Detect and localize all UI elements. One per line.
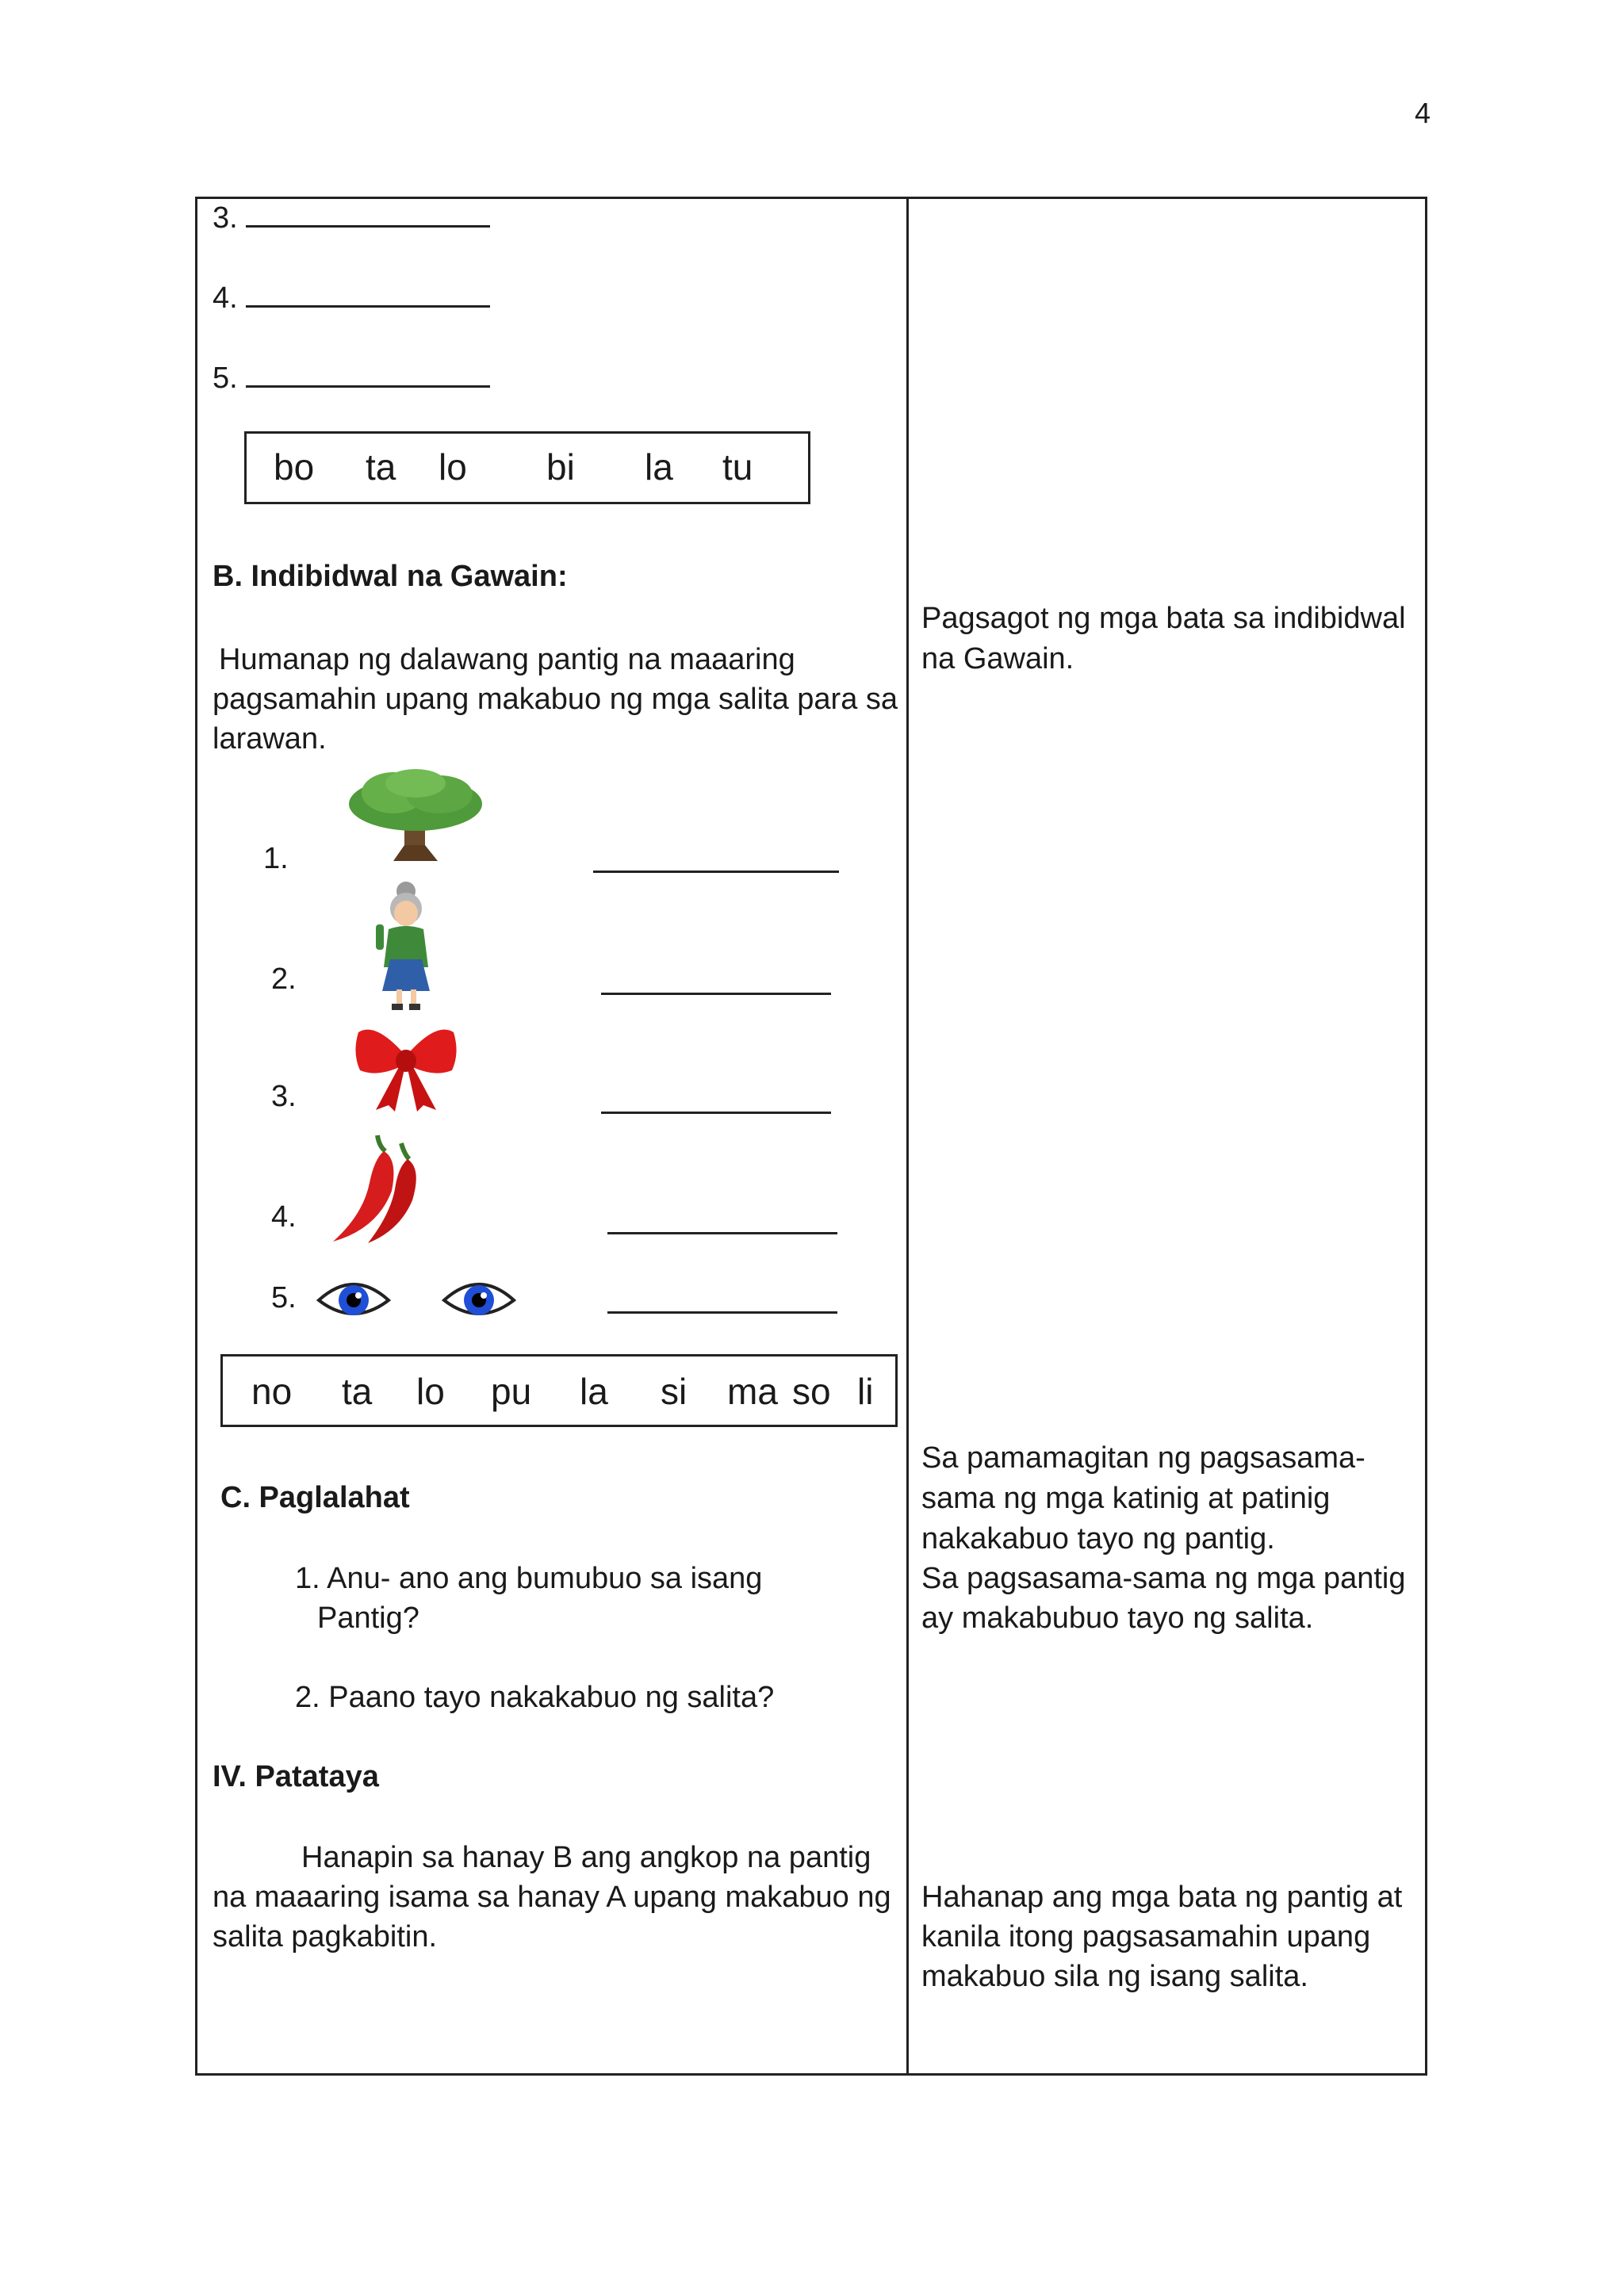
list-item: 4. xyxy=(213,278,490,319)
answer-blank xyxy=(601,1112,831,1114)
section-c-question: 2. Paano tayo nakakabuo ng salita? xyxy=(295,1681,775,1714)
page-number: 4 xyxy=(1415,97,1431,129)
list-item: 5. xyxy=(213,358,490,399)
answer-blank xyxy=(601,993,831,995)
column-divider xyxy=(906,197,909,2076)
syllable: li xyxy=(857,1371,874,1412)
section-iv-note: Hahanap ang mga bata ng pantig at xyxy=(921,1881,1403,1914)
section-iv-note: kanila itong pagsasamahin upang xyxy=(921,1920,1371,1954)
section-c-note: nakakabuo tayo ng pantig. xyxy=(921,1522,1275,1556)
section-iv-instruction: Hanapin sa hanay B ang angkop na pantig xyxy=(301,1841,871,1874)
syllable: bi xyxy=(546,446,575,488)
syllable: lo xyxy=(416,1371,445,1412)
syllable: tu xyxy=(722,446,753,488)
item-number: 1. xyxy=(263,842,289,875)
syllable-box-2 xyxy=(220,1354,898,1427)
syllable: pu xyxy=(491,1371,532,1412)
syllable: la xyxy=(645,446,673,488)
section-iv-instruction: na maaaring isama sa hanay A upang makabuo ng xyxy=(213,1881,891,1914)
syllable: ma xyxy=(727,1371,778,1412)
section-c-question: Pantig? xyxy=(317,1601,419,1635)
section-c-note: sama ng mga katinig at patinig xyxy=(921,1482,1331,1515)
eyes-icon xyxy=(314,1272,520,1327)
grandmother-icon xyxy=(373,880,439,1012)
syllable: ta xyxy=(366,446,396,488)
syllable: si xyxy=(661,1371,688,1412)
section-b-note: Pagsagot ng mga bata sa indibidwal xyxy=(921,602,1406,635)
item-number: 4. xyxy=(271,1200,297,1234)
syllable: la xyxy=(580,1371,608,1412)
section-iv-note: makabuo sila ng isang salita. xyxy=(921,1960,1308,1993)
section-b-instruction: larawan. xyxy=(213,722,327,756)
section-c-question: 1. Anu- ano ang bumubuo sa isang xyxy=(295,1562,763,1595)
syllable: no xyxy=(251,1371,293,1412)
item-number: 2. xyxy=(271,962,297,996)
section-b-heading: B. Indibidwal na Gawain: xyxy=(213,560,568,593)
section-c-note: ay makabubuo tayo ng salita. xyxy=(921,1601,1314,1635)
section-iv-instruction: salita pagkabitin. xyxy=(213,1920,438,1954)
section-b-instruction: Humanap ng dalawang pantig na maaaring xyxy=(219,643,795,676)
tree-icon xyxy=(346,769,485,864)
list-item: 3. xyxy=(213,198,490,239)
answer-blank xyxy=(607,1311,837,1314)
item-number: 5. xyxy=(271,1281,297,1314)
section-b-note: na Gawain. xyxy=(921,642,1074,675)
syllable: ta xyxy=(342,1371,373,1412)
section-c-note: Sa pamamagitan ng pagsasama- xyxy=(921,1441,1365,1475)
answer-blank xyxy=(607,1232,837,1234)
syllable: lo xyxy=(439,446,467,488)
chili-pepper-icon xyxy=(322,1127,449,1246)
section-c-note: Sa pagsasama-sama ng mga pantig xyxy=(921,1562,1406,1595)
answer-blank xyxy=(593,871,839,873)
syllable: bo xyxy=(274,446,315,488)
item-number: 3. xyxy=(271,1080,297,1113)
section-c-heading: C. Paglalahat xyxy=(220,1481,410,1514)
syllable-box-1 xyxy=(244,431,810,504)
section-iv-heading: IV. Patataya xyxy=(213,1760,379,1793)
ribbon-bow-icon xyxy=(352,1021,460,1113)
section-b-instruction: pagsamahin upang makabuo ng mga salita para sa xyxy=(213,683,898,716)
syllable: so xyxy=(792,1371,831,1412)
